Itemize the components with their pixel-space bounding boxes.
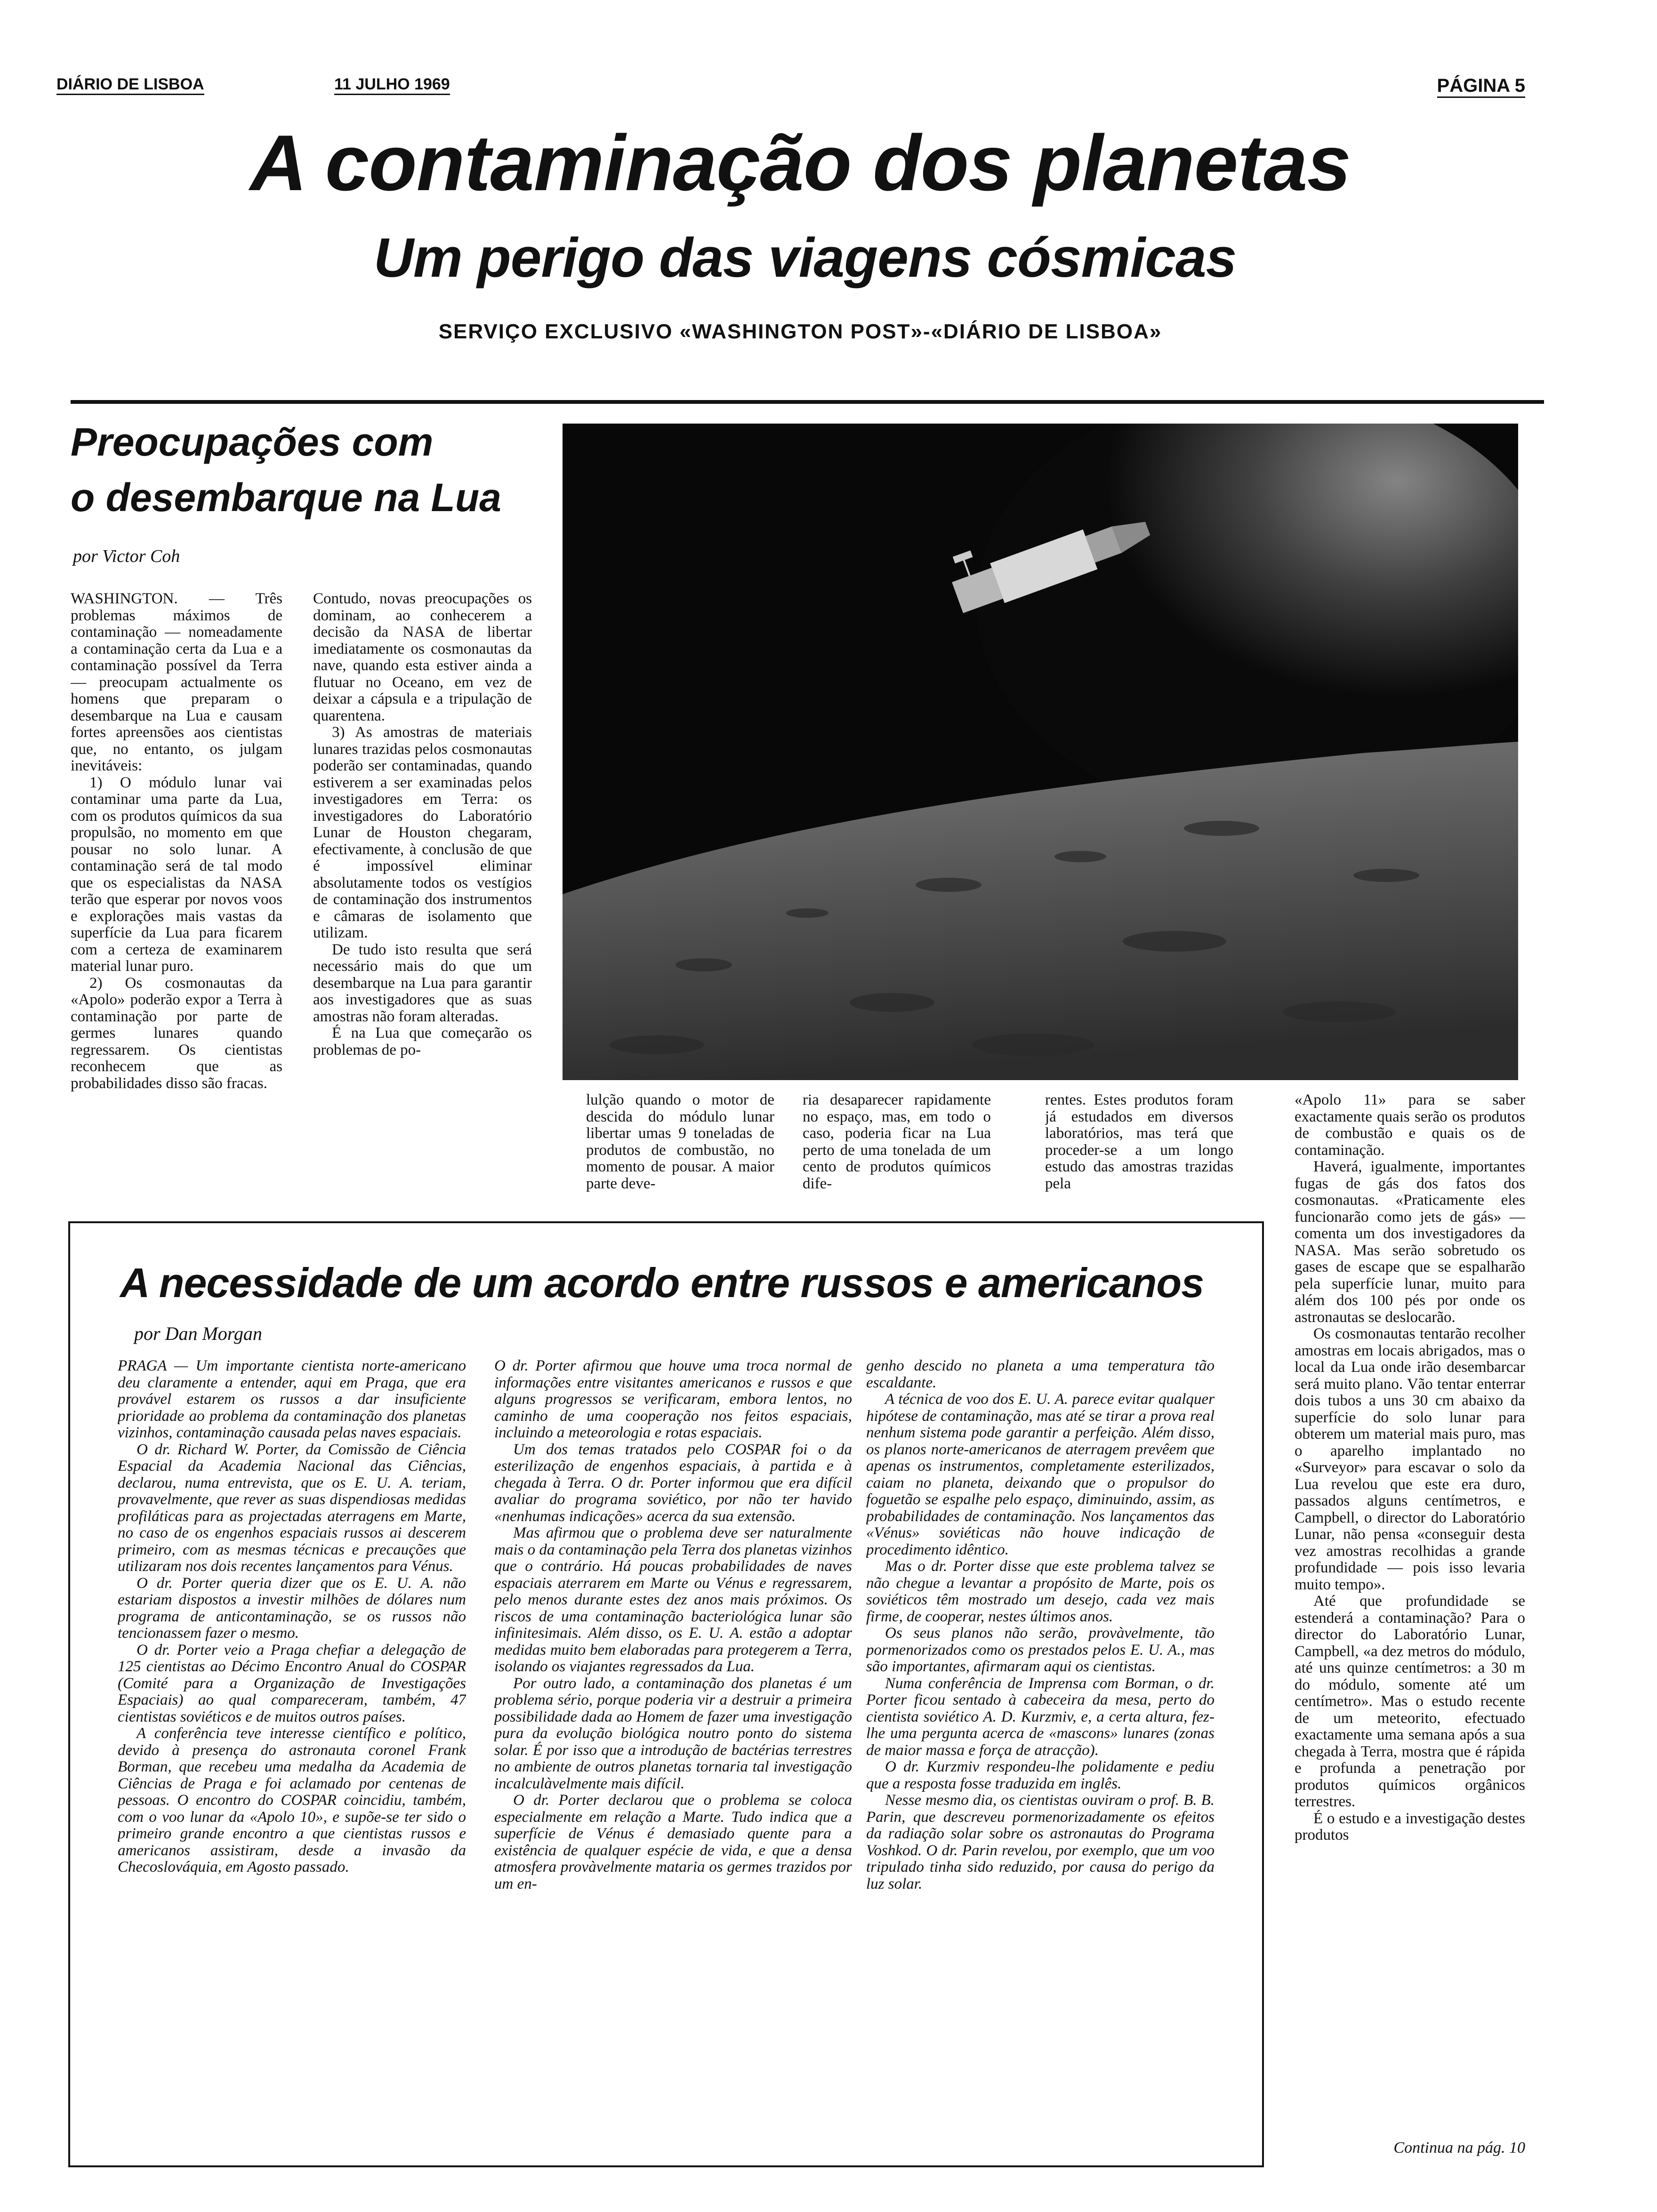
paragraph: «Apolo 11» para se saber exactamente quais serão os produtos de combustão e quais os de contaminação.: [1295, 1092, 1525, 1159]
masthead: [47, 75, 1553, 104]
paragraph: 2) Os cosmonautas da «Apolo» poderão expor a Terra à contaminação por parte de germes lunares quando regressarem. Os cientistas reconhecem que as probabilidades disso são fracas.: [71, 974, 282, 1092]
section2-title: A necessidade de um acordo entre russos e americanos: [120, 1259, 1204, 1306]
service-credit: SERVIÇO EXCLUSIVO «WASHINGTON POST»-«DIÁRIO DE LISBOA»: [438, 320, 1162, 343]
paragraph: Os cosmonautas tentarão recolher amostras em locais abrigados, mas o local da Lua onde irão desembarcar será muito plano. Vão tentar enterrar dois tubos a uns 30 cm abaixo da superfície do solo lunar para obterem um material mais puro, mas o aparelho implantado no «Surveyor» para escavar o solo da Lua revelou que este era duro, passados alguns centímetros, e Campbell, o director do Laboratório Lunar, não pensa «conseguir desta vez amostras recolhidas a grande profundidade — pois isso levaria muito tempo».: [1295, 1325, 1525, 1593]
section2-column-3: [866, 1358, 1215, 2153]
paragraph: O dr. Porter afirmou que houve uma troca normal de informações entre visitantes americanos e russos e que alguns progressos se verificaram, embora lentos, no caminho de uma cooperação nos feitos espaciais, incluindo a meteorologia e rotas espaciais.: [494, 1358, 852, 1441]
continuation-note: Continua na pág. 10: [1393, 2139, 1525, 2156]
section1-column-5: [1045, 1092, 1233, 1207]
paragraph: 1) O módulo lunar vai contaminar uma parte da Lua, com os produtos químicos da sua propulsão, no momento em que pousar no solo lunar. A contaminação será de tal modo que os especialistas da NASA terão que esperar por novos voos e explorações mais vastas da superfície da Lua para ficarem com a certeza de examinarem material lunar puro.: [71, 774, 282, 975]
paragraph: lulção quando o motor de descida do módulo lunar libertar umas 9 toneladas de produtos de combustão, no momento de pousar. A maior parte deve-: [586, 1092, 774, 1192]
paragraph: rentes. Estes produtos foram já estudados em diversos laboratórios, mas terá que proceder-se a um longo estudo das amostras trazidas pela: [1045, 1092, 1233, 1192]
paragraph: Haverá, igualmente, importantes fugas de gás dos fatos dos cosmonautas. «Praticamente eles funcionarão como jets de gás» — comenta um dos investigadores da NASA. Mas serão sobretudo os gases de escape que se espalharão pela superfície lunar, muito para além dos 100 pés por onde os astronautas se deslocarão.: [1295, 1158, 1525, 1326]
paragraph: ria desaparecer rapidamente no espaço, mas, em todo o caso, poderia ficar na Lua perto de uma tonelada de um cento de produtos químicos dife-: [803, 1092, 991, 1192]
paragraph: Mas o dr. Porter disse que este problema talvez se não chegue a levantar a propósito de Marte, pois os soviéticos têm mostrado um desejo, cada vez mais firme, de cooperar, nestes últimos anos.: [866, 1558, 1215, 1625]
main-headline: A contaminação dos planetas: [249, 119, 1351, 207]
paragraph: O dr. Kurzmiv respondeu-lhe polidamente e pediu que a resposta fosse traduzida em inglês.: [866, 1758, 1215, 1792]
section1-column-2: [313, 591, 532, 1195]
paragraph: WASHINGTON. — Três problemas máximos de contaminação — nomeadamente a contaminação certa da Lua e a contaminação possível da Terra — preocupam actualmente os homens que preparam o desembarque na Lua e causam fortes apreensões aos cientistas que, no entanto, os julgam inevitáveis:: [71, 591, 282, 774]
paragraph: 3) As amostras de materiais lunares trazidas pelos cosmonautas poderão ser contaminadas, quando estiverem a ser examinadas pelos investigadores em Terra: os investigadores do Laboratório Lunar de Houston chegaram, efectivamente, à conclusão de que é impossível eliminar absolutamente todos os vestígios de contaminação dos instrumentos e câmaras de isolamento que utilizam.: [313, 724, 532, 941]
section2-column-2: [494, 1358, 852, 2153]
paragraph: O dr. Porter queria dizer que os E. U. A. não estariam dispostos a investir milhões de dólares num programa de anticontaminação, se os russos não tencionassem fazer o mesmo.: [118, 1574, 466, 1642]
page-number: PÁGINA 5: [1437, 75, 1525, 98]
paragraph: O dr. Richard W. Porter, da Comissão de Ciência Espacial da Academia Nacional das Ciências, declarou, numa entrevista, que os E. U. A. teriam, provavelmente, que rever as suas dispendiosas medidas profiláticas para as projectadas aterragens em Marte, no caso de os engenhos espaciais russos ai descerem primeiro, com as mesmas técnicas e precauções que utilizaram nos dois recentes lançamentos para Vénus.: [118, 1441, 466, 1575]
paragraph: A conferência teve interesse científico e político, devido à presença do astronauta coronel Frank Borman, que recebeu uma medalha da Academia de Ciências de Praga e foi aclamado por centenas de pessoas. O encontro do COSPAR coincidiu, também, com o voo lunar da «Apolo 10», e supõe-se ter sido o primeiro grande encontro a que cientistas russos e americanos assistiram, desde a invasão da Checoslováquia, em Agosto passado.: [118, 1725, 466, 1875]
paragraph: O dr. Porter veio a Praga chefiar a delegação de 125 cientistas ao Décimo Encontro Anual do COSPAR (Comité para a Organização de Investigações Espaciais) ao qual compareceram, também, 47 cientistas soviéticos e de muitos outros países.: [118, 1641, 466, 1725]
horizontal-rule: [71, 400, 1544, 404]
paragraph: Mas afirmou que o problema deve ser naturalmente mais o da contaminação pela Terra dos planetas vizinhos que o contrário. Há poucas probabilidades de naves espaciais aterrarem em Marte ou Vénus e regressarem, pelo menos durante estes dez anos mais próximos. Os riscos de uma contaminação bacteriológica lunar são infinitesimais. Além disso, os E. U. A. estão a adoptar medidas muito bem elaboradas para protegerem a Terra, isolando os viajantes regressados da Lua.: [494, 1524, 852, 1675]
paragraph: De tudo isto resulta que será necessário mais do que um desembarque na Lua para garantir aos investigadores que as suas amostras não foram alteradas.: [313, 941, 532, 1025]
paragraph: Contudo, novas preocupações os dominam, ao conhecerem a decisão da NASA de libertar imediatamente os cosmonautas da nave, quando esta estiver ainda a flutuar no Oceano, em vez de deixar a cápsula e a tripulação de quarentena.: [313, 591, 532, 724]
paragraph: O dr. Porter declarou que o problema se coloca especialmente em relação a Marte. Tudo indica que a superfície de Vénus é demasiado quente para a existência de qualquer espécie de vida, e que a densa atmosfera provàvelmente mataria os germes trazidos por um en-: [494, 1792, 852, 1892]
section1-title-line2: o desembarque na Lua: [71, 475, 501, 520]
section1-byline: por Victor Coh: [73, 546, 180, 566]
paragraph: PRAGA — Um importante cientista norte-americano deu claramente a entender, aqui em Praga, que era provável estarem os russos a dar insuficiente prioridade ao problema da contaminação dos planetas vizinhos, contaminação causada pelas naves espaciais.: [118, 1358, 466, 1441]
issue-date: 11 JULHO 1969: [334, 75, 450, 95]
paragraph: É o estudo e a investigação destes produtos: [1295, 1810, 1525, 1843]
section1-column-3: [586, 1092, 774, 1207]
paragraph: Até que profundidade se estenderá a contaminação? Para o director do Laboratório Lunar, Campbell, «a dez metros do módulo, até uns quinze centímetros: a 30 m do módulo, somente até um centímetro». Mas o estudo recente de um meteorito, efectuado exactamente uma semana após a sua chegada à Terra, mostra que é rápida e profunda a penetração por produtos químicos orgânicos terrestres.: [1295, 1593, 1525, 1810]
paragraph: Numa conferência de Imprensa com Borman, o dr. Porter ficou sentado à cabeceira da mesa, perto do cientista soviético A. D. Kurzmiv, e, a certa altura, fez-lhe uma pergunta acerca de «mascons» lunares (zonas de maior massa e força de atracção).: [866, 1675, 1215, 1759]
paragraph: genho descido no planeta a uma temperatura tão escaldante.: [866, 1358, 1215, 1391]
paragraph: Os seus planos não serão, provàvelmente, tão pormenorizados como os prestados pelos E. U. A., mas são importantes, afirmaram aqui os cientistas.: [866, 1625, 1215, 1675]
photo-graphic: [563, 424, 1518, 1080]
section1-column-1: [71, 591, 282, 1195]
paragraph: Nesse mesmo dia, os cientistas ouviram o prof. B. B. Parin, que descreveu pormenorizadamente os efeitos da radiação solar sobre os astronautas do Programa Voshkod. O dr. Parin revelou, por exemplo, que um voo tripulado tinha sido reduzido, por causa do perigo da luz solar.: [866, 1792, 1215, 1892]
section2-column-1: [118, 1358, 466, 2153]
paragraph: Por outro lado, a contaminação dos planetas é um problema sério, porque poderia vir a destruir a primeira possibilidade dada ao Homem de fazer uma investigação pura da evolução biológica noutro ponto do sistema solar. É por isso que a introdução de bactérias terrestres no ambiente de outros planetas tornaria tal investigação incalculàvelmente mais difícil.: [494, 1675, 852, 1792]
section2-byline: por Dan Morgan: [134, 1323, 262, 1344]
paragraph: É na Lua que começarão os problemas de po-: [313, 1025, 532, 1058]
section1-column-4: [803, 1092, 991, 1207]
section1-column-6: [1295, 1092, 1525, 2127]
paragraph: A técnica de voo dos E. U. A. parece evitar qualquer hipótese de contaminação, mas até se tirar a prova real nenhum sistema pode garantir a perfeição. Além disso, os planos norte-americanos de aterragem prevêem que apenas os instrumentos, completamente esterilizados, caiam no planeta, deixando que o propulsor do foguetão se espalhe pelo espaço, diminuindo, assim, as probabilidades de contaminação. Nos lançamentos das «Vénus» soviéticas não houve indicação de procedimento idêntico.: [866, 1391, 1215, 1558]
lunar-spacecraft-photo: [563, 424, 1518, 1080]
newspaper-name: DIÁRIO DE LISBOA: [56, 75, 204, 95]
sub-headline: Um perigo das viagens cósmicas: [373, 227, 1237, 289]
section1-title-line1: Preocupações com: [71, 420, 434, 464]
section1-title: [71, 414, 541, 525]
paragraph: Um dos temas tratados pelo COSPAR foi o da esterilização de engenhos espaciais, à partida e à chegada à Terra. O dr. Porter informou que era difícil avaliar do programa soviético, por não ter havido «nenhumas indicações» acerca da sua extensão.: [494, 1441, 852, 1525]
